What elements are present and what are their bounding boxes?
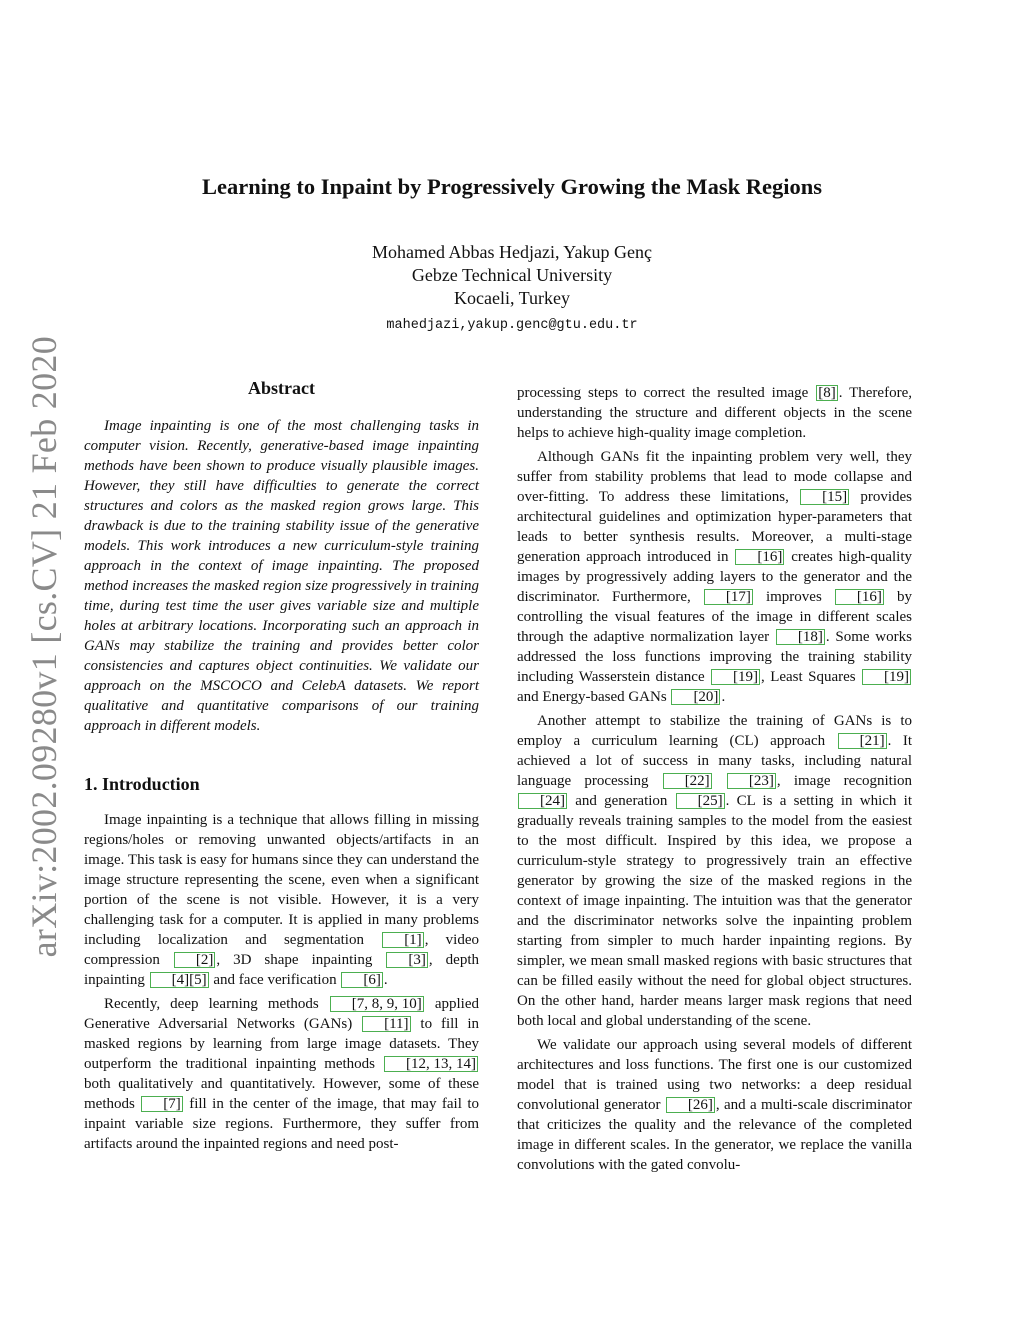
citation-link[interactable]: [18] [776, 629, 825, 645]
paper-title: Learning to Inpaint by Progressively Growing the Mask Regions [201, 174, 823, 199]
citation-link[interactable]: [7] [141, 1096, 183, 1112]
left-column [84, 378, 479, 1158]
citation-link[interactable]: [20] [671, 689, 720, 705]
paragraph-text [713, 773, 726, 789]
paragraph-text: by controlling the visual features of the image in different scales through the adaptive normalization layer [517, 589, 912, 645]
paragraph-text: , depth inpainting [84, 952, 479, 988]
paragraph-text: applied Generative Adversarial Networks (GANs) [84, 996, 479, 1032]
citation-link[interactable]: [17] [704, 589, 753, 605]
citation-link[interactable]: [15] [800, 489, 849, 505]
citation-link[interactable]: [22] [663, 773, 712, 789]
citation-link[interactable]: [19] [711, 669, 760, 685]
citation-link[interactable]: [16] [835, 589, 884, 605]
paragraph-text: , image recognition [776, 773, 912, 789]
abstract-heading: Abstract [248, 378, 315, 398]
paragraph-text: both qualitatively and quantitatively. However, some of these methods [84, 1076, 479, 1112]
abstract-text: Image inpainting is one of the most challenging tasks in computer vision. Recently, generative-based image inpainting methods have been shown to produce visually plausible images. However, they still have difficulties to generate the correct structures and colors as the masked region grows large. This drawback is due to the training stability issue of the generative models. This work introduces a new curriculum-style training approach in the context of image inpainting. The proposed method increases the masked region size progressively in training time, during test time the user gives variable size and multiple holes at arbitrary locations. Incorporating such an approach in GANs may stabilize the training and provides better color consistencies and captures object continuities. We validate our approach on the MSCOCO and CelebA datasets. We report qualitative and quantitative comparisons of our training approach in different models. [84, 418, 479, 734]
citation-link[interactable]: [19] [862, 669, 911, 685]
citation-link[interactable]: [24] [518, 793, 567, 809]
paragraph-text: . CL is a setting in which it gradually reveals training samples to the model from the easiest to the most difficult. Inspired by this idea, we propose a curriculum-style strategy to progressively train an effective generator by growing the size of the masked regions in the context of image inpainting. The intuition was that the generator and the discriminator networks solve the inpainting problem starting from simpler to much harder inpainting regions. By simpler, we mean small masked regions with basic structures that can be filled easily without the need for global object structures. On the other hand, harder means larger mask regions that need both local and global understanding of the scene. [517, 793, 912, 1029]
paragraph-text: to fill in masked regions by learning from large image datasets. They outperform the traditional inpainting methods [84, 1016, 479, 1072]
location: Kocaeli, Turkey [454, 288, 570, 308]
citation-link[interactable]: [21] [838, 733, 887, 749]
citation-link[interactable]: [1] [382, 932, 424, 948]
paragraph-text: and Energy-based GANs [517, 689, 671, 705]
paragraph-text: . Some works addressed the loss functions improving the training stability including Wasserstein distance [517, 629, 912, 685]
citation-link[interactable]: [23] [727, 773, 776, 789]
citation-link[interactable]: [4][5] [150, 972, 209, 988]
paragraph-text: . Therefore, understanding the structure and different objects in the scene helps to achieve high-quality image completion. [517, 385, 912, 441]
author-email: mahedjazi,yakup.genc@gtu.edu.tr [386, 318, 638, 333]
paragraph-text: and face verification [209, 972, 341, 988]
citation-link[interactable]: [25] [676, 793, 725, 809]
citation-link[interactable]: [26] [666, 1097, 715, 1113]
intro-paragraph-4 [517, 711, 912, 1031]
citation-link[interactable]: [3] [386, 952, 428, 968]
intro-paragraph-2-continued [517, 383, 912, 443]
paragraph-text: . It achieved a lot of success in many tasks, including natural language processing [517, 733, 912, 789]
citation-link[interactable]: [2] [174, 952, 216, 968]
intro-paragraph-1 [84, 810, 479, 990]
paragraph-text: provides architectural guidelines and optimization hyper-parameters that leads to better synthesis results. Moreover, a multi-stage generation approach introduced in [517, 489, 912, 565]
paragraph-text: fill in the center of the image, that may fail to inpaint variable size regions. Furthermore, they suffer from artifacts around the inpainted regions and need post- [84, 1096, 479, 1152]
paragraph-text: Another attempt to stabilize the training of GANs is to employ a curriculum learning (CL) approach [517, 713, 912, 749]
paragraph-text: Image inpainting is a technique that allows filling in missing regions/holes or removing unwanted objects/artifacts in an image. This task is easy for humans since they can understand the image structure representing the scene, even when a significant portion of the scene is not visible. However, it is a very challenging task for a computer. It is applied in many problems including localization and segmentation [84, 812, 479, 948]
intro-paragraph-2 [84, 994, 479, 1154]
section-heading-introduction: 1. Introduction [84, 774, 200, 794]
paragraph-text: processing steps to correct the resulted image [517, 385, 816, 401]
paragraph-text: , Least Squares [761, 669, 861, 685]
right-column [517, 383, 912, 1179]
paragraph-text: improves [753, 589, 834, 605]
citation-link[interactable]: [11] [362, 1016, 410, 1032]
intro-paragraph-5 [517, 1035, 912, 1175]
author-names: Mohamed Abbas Hedjazi, Yakup Genç [372, 242, 652, 262]
citation-link[interactable]: [16] [735, 549, 784, 565]
paragraph-text: , 3D shape inpainting [216, 952, 386, 968]
author-block [0, 241, 1024, 337]
paragraph-text: and generation [568, 793, 675, 809]
citation-link[interactable]: [7, 8, 9, 10] [330, 996, 424, 1012]
arxiv-stamp-text: arXiv:2002.09280v1 [cs.CV] 21 Feb 2020 [24, 336, 64, 958]
paragraph-text: , video compression [84, 932, 479, 968]
citation-link[interactable]: [6] [341, 972, 383, 988]
affiliation: Gebze Technical University [411, 265, 613, 285]
intro-paragraph-3 [517, 447, 912, 707]
paragraph-text: We validate our approach using several models of different architectures and loss functions. The first one is our customized model that is trained using two networks: a deep residual convolutional generator [517, 1037, 912, 1113]
paragraph-text: creates high-quality images by progressively adding layers to the generator and the discriminator. Furthermore, [517, 549, 912, 605]
paragraph-text: , and a multi-scale discriminator that criticizes the quality and the relevance of the completed image in different scales. In the generator, we replace the vanilla convolutions with the gated convolu- [517, 1097, 912, 1173]
paragraph-text: Although GANs fit the inpainting problem very well, they suffer from stability problems that lead to mode collapse and over-fitting. To address these limitations, [517, 449, 912, 505]
paragraph-text: Recently, deep learning methods [104, 996, 329, 1012]
arxiv-stamp [24, 336, 64, 958]
paragraph-text: . [721, 689, 726, 705]
citation-link[interactable]: [8] [818, 385, 836, 401]
citation-link[interactable]: [12, 13, 14] [384, 1056, 478, 1072]
paragraph-text: . [383, 972, 388, 988]
